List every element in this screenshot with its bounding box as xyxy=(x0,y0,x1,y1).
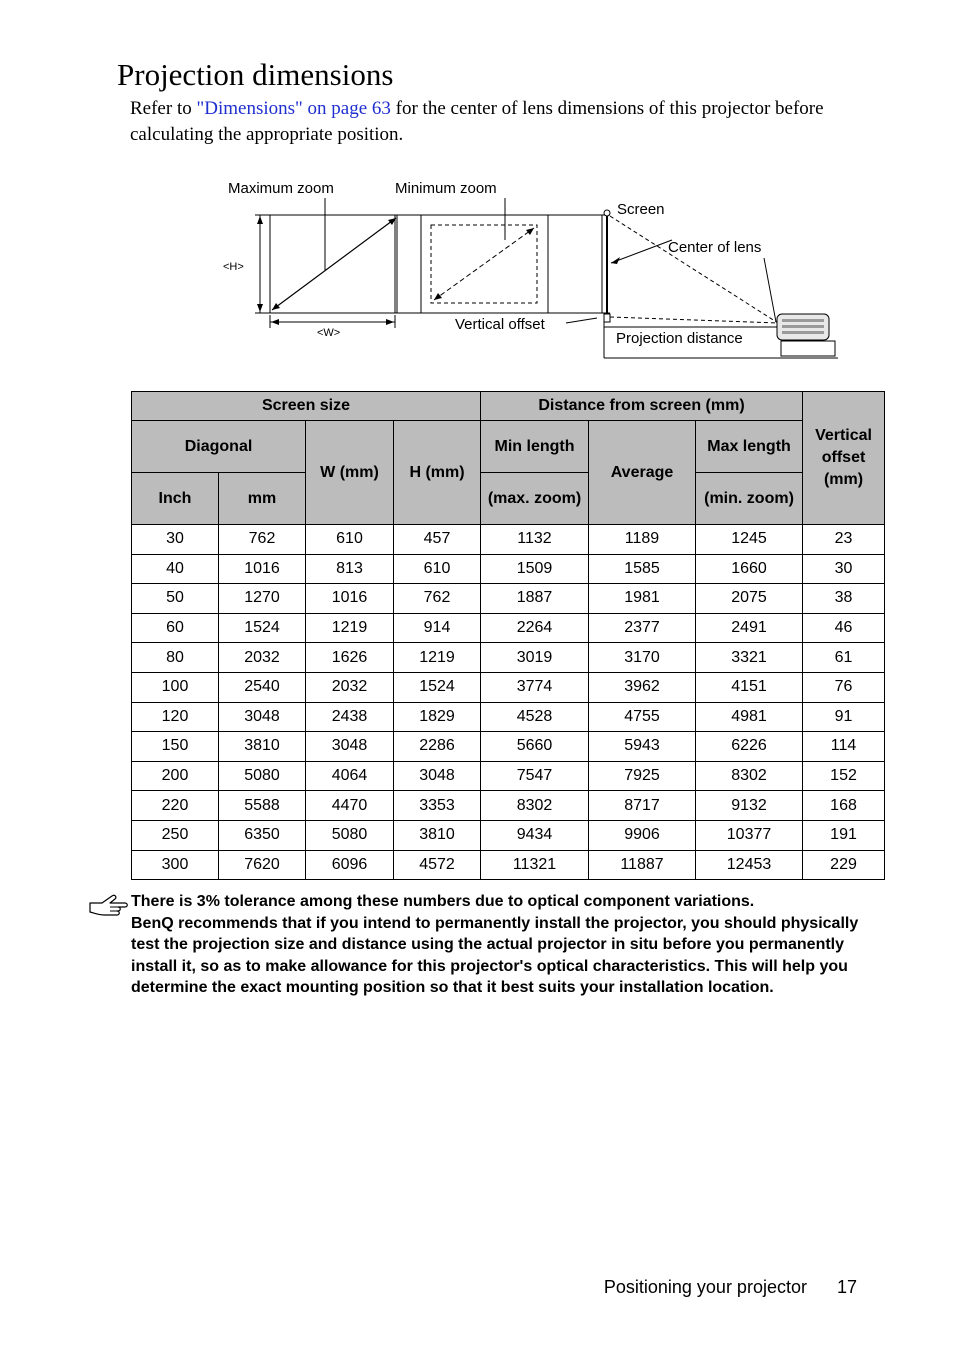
table-cell: 200 xyxy=(132,761,219,791)
table-cell: 9906 xyxy=(589,820,696,850)
table-cell: 3048 xyxy=(219,702,306,732)
w-label: <W> xyxy=(317,327,341,339)
table-cell: 5943 xyxy=(589,732,696,762)
table-cell: 114 xyxy=(803,732,885,762)
table-cell: 50 xyxy=(132,584,219,614)
header-mm: mm xyxy=(219,473,306,525)
note-line-2: BenQ recommends that if you intend to permanently install the projector, you should physically test the projection size and distance using the actual projector in situ before you permanently install it, so as to make allowance for this projector's optical characteristics. This will help you determine the exact mounting position so that it best suits your installation location. xyxy=(131,914,859,997)
header-max-length: Max length xyxy=(696,421,803,473)
dimensions-link[interactable]: "Dimensions" on page 63 xyxy=(196,98,391,119)
table-cell: 191 xyxy=(803,820,885,850)
arrowhead-icon xyxy=(386,319,394,325)
arrowhead-icon xyxy=(271,319,279,325)
table-row xyxy=(132,732,885,762)
table-cell: 10377 xyxy=(696,820,803,850)
table-cell: 5660 xyxy=(481,732,589,762)
table-cell: 2377 xyxy=(589,613,696,643)
table-cell: 7620 xyxy=(219,850,306,880)
projection-diagram xyxy=(210,170,850,365)
header-max-zoom: (max. zoom) xyxy=(481,473,589,525)
table-cell: 2032 xyxy=(306,672,394,702)
page-title: Projection dimensions xyxy=(117,57,394,92)
table-cell: 300 xyxy=(132,850,219,880)
center-of-lens-label: Center of lens xyxy=(668,239,762,256)
arrowhead-icon xyxy=(434,293,442,300)
header-screen-size: Screen size xyxy=(132,392,481,421)
table-cell: 3048 xyxy=(394,761,481,791)
header-inch: Inch xyxy=(132,473,219,525)
table-cell: 8302 xyxy=(481,791,589,821)
table-cell: 80 xyxy=(132,643,219,673)
table-cell: 1509 xyxy=(481,554,589,584)
table-cell: 3353 xyxy=(394,791,481,821)
table-row xyxy=(132,584,885,614)
table-cell: 8717 xyxy=(589,791,696,821)
table-cell: 1132 xyxy=(481,525,589,555)
table-cell: 610 xyxy=(306,525,394,555)
table-cell: 38 xyxy=(803,584,885,614)
table-row xyxy=(132,643,885,673)
table-cell: 762 xyxy=(394,584,481,614)
table-row xyxy=(132,761,885,791)
table-cell: 8302 xyxy=(696,761,803,791)
table-row xyxy=(132,820,885,850)
table-cell: 5080 xyxy=(306,820,394,850)
table-cell: 1626 xyxy=(306,643,394,673)
table-cell: 6350 xyxy=(219,820,306,850)
table-cell: 12453 xyxy=(696,850,803,880)
table-cell: 3321 xyxy=(696,643,803,673)
screen-label: Screen xyxy=(617,201,665,218)
table-cell: 152 xyxy=(803,761,885,791)
intro-paragraph xyxy=(130,96,890,148)
table-cell: 30 xyxy=(803,554,885,584)
header-min-length: Min length xyxy=(481,421,589,473)
table-cell: 4470 xyxy=(306,791,394,821)
table-cell: 40 xyxy=(132,554,219,584)
projection-ray-top xyxy=(610,216,778,323)
table-cell: 1887 xyxy=(481,584,589,614)
vertical-offset-marker xyxy=(604,314,610,322)
table-cell: 3048 xyxy=(306,732,394,762)
table-row xyxy=(132,791,885,821)
table-cell: 1245 xyxy=(696,525,803,555)
table-cell: 11321 xyxy=(481,850,589,880)
table-cell: 457 xyxy=(394,525,481,555)
table-cell: 914 xyxy=(394,613,481,643)
table-cell: 30 xyxy=(132,525,219,555)
table-cell: 1585 xyxy=(589,554,696,584)
table-row xyxy=(132,702,885,732)
table-cell: 3810 xyxy=(394,820,481,850)
table-cell: 5588 xyxy=(219,791,306,821)
table-cell: 2264 xyxy=(481,613,589,643)
table-cell: 1981 xyxy=(589,584,696,614)
table-cell: 2491 xyxy=(696,613,803,643)
table-cell: 9434 xyxy=(481,820,589,850)
table-cell: 46 xyxy=(803,613,885,643)
table-cell: 220 xyxy=(132,791,219,821)
pointing-hand-icon xyxy=(88,893,128,919)
table-cell: 61 xyxy=(803,643,885,673)
table-cell: 120 xyxy=(132,702,219,732)
table-cell: 9132 xyxy=(696,791,803,821)
header-vertical-offset: Vertical offset (mm) xyxy=(803,392,885,525)
min-zoom-diagonal xyxy=(434,228,534,300)
header-average: Average xyxy=(589,421,696,525)
table-cell: 610 xyxy=(394,554,481,584)
header-w-mm: W (mm) xyxy=(306,421,394,525)
table-cell: 23 xyxy=(803,525,885,555)
projection-distance-label: Projection distance xyxy=(616,330,743,347)
table-row xyxy=(132,613,885,643)
table-cell: 7547 xyxy=(481,761,589,791)
table-row xyxy=(132,850,885,880)
table-cell: 3810 xyxy=(219,732,306,762)
table-cell: 1016 xyxy=(219,554,306,584)
page-number: 17 xyxy=(836,1277,857,1297)
table-row xyxy=(132,525,885,555)
table-cell: 1219 xyxy=(394,643,481,673)
max-zoom-diagonal xyxy=(272,218,396,310)
table-cell: 6096 xyxy=(306,850,394,880)
table-cell: 1189 xyxy=(589,525,696,555)
page-footer xyxy=(604,1277,857,1298)
table-cell: 5080 xyxy=(219,761,306,791)
table-cell: 76 xyxy=(803,672,885,702)
table-cell: 7925 xyxy=(589,761,696,791)
tolerance-note xyxy=(131,891,891,999)
table-cell: 4572 xyxy=(394,850,481,880)
intro-text-after: for the center of lens dimensions of this projector before calculating the appropriate position. xyxy=(130,98,824,145)
table-cell: 3962 xyxy=(589,672,696,702)
header-distance: Distance from screen (mm) xyxy=(481,392,803,421)
table-cell: 3019 xyxy=(481,643,589,673)
table-row xyxy=(132,672,885,702)
table-cell: 11887 xyxy=(589,850,696,880)
table-cell: 1660 xyxy=(696,554,803,584)
arrowhead-icon xyxy=(526,228,534,235)
intro-text-before: Refer to xyxy=(130,98,197,119)
header-h-mm: H (mm) xyxy=(394,421,481,525)
table-cell: 4981 xyxy=(696,702,803,732)
min-zoom-label: Minimum zoom xyxy=(395,180,497,197)
table-cell: 250 xyxy=(132,820,219,850)
table-cell: 6226 xyxy=(696,732,803,762)
footer-section: Positioning your projector xyxy=(603,1277,807,1297)
table-cell: 1524 xyxy=(219,613,306,643)
table-cell: 1219 xyxy=(306,613,394,643)
table-cell: 813 xyxy=(306,554,394,584)
table-cell: 2075 xyxy=(696,584,803,614)
max-zoom-label: Maximum zoom xyxy=(228,180,334,197)
arrowhead-icon xyxy=(257,216,263,224)
table-cell: 3170 xyxy=(589,643,696,673)
vertical-offset-label: Vertical offset xyxy=(455,316,545,333)
table-cell: 2438 xyxy=(306,702,394,732)
table-cell: 4151 xyxy=(696,672,803,702)
table-row xyxy=(132,554,885,584)
screen-marker xyxy=(604,210,610,216)
table-cell: 1829 xyxy=(394,702,481,732)
table-cell: 91 xyxy=(803,702,885,732)
table-cell: 229 xyxy=(803,850,885,880)
note-line-1: There is 3% tolerance among these numbers due to optical component variations. xyxy=(131,893,755,910)
projection-dimensions-table xyxy=(131,391,885,880)
table-cell: 60 xyxy=(132,613,219,643)
table-cell: 1524 xyxy=(394,672,481,702)
header-diagonal: Diagonal xyxy=(132,421,306,473)
table-body xyxy=(132,525,885,880)
table-cell: 4528 xyxy=(481,702,589,732)
header-min-zoom: (min. zoom) xyxy=(696,473,803,525)
table-cell: 150 xyxy=(132,732,219,762)
table-cell: 2032 xyxy=(219,643,306,673)
table-cell: 4755 xyxy=(589,702,696,732)
table-cell: 4064 xyxy=(306,761,394,791)
table-cell: 100 xyxy=(132,672,219,702)
table-cell: 1016 xyxy=(306,584,394,614)
table-cell: 1270 xyxy=(219,584,306,614)
table-cell: 2286 xyxy=(394,732,481,762)
projection-ray-bottom xyxy=(610,317,778,323)
table-cell: 3774 xyxy=(481,672,589,702)
h-label: <H> xyxy=(223,261,244,273)
arrowhead-icon xyxy=(257,304,263,312)
table-cell: 762 xyxy=(219,525,306,555)
arrowhead-icon xyxy=(272,303,280,310)
table-cell: 168 xyxy=(803,791,885,821)
table-cell: 2540 xyxy=(219,672,306,702)
projector-icon xyxy=(777,314,835,356)
